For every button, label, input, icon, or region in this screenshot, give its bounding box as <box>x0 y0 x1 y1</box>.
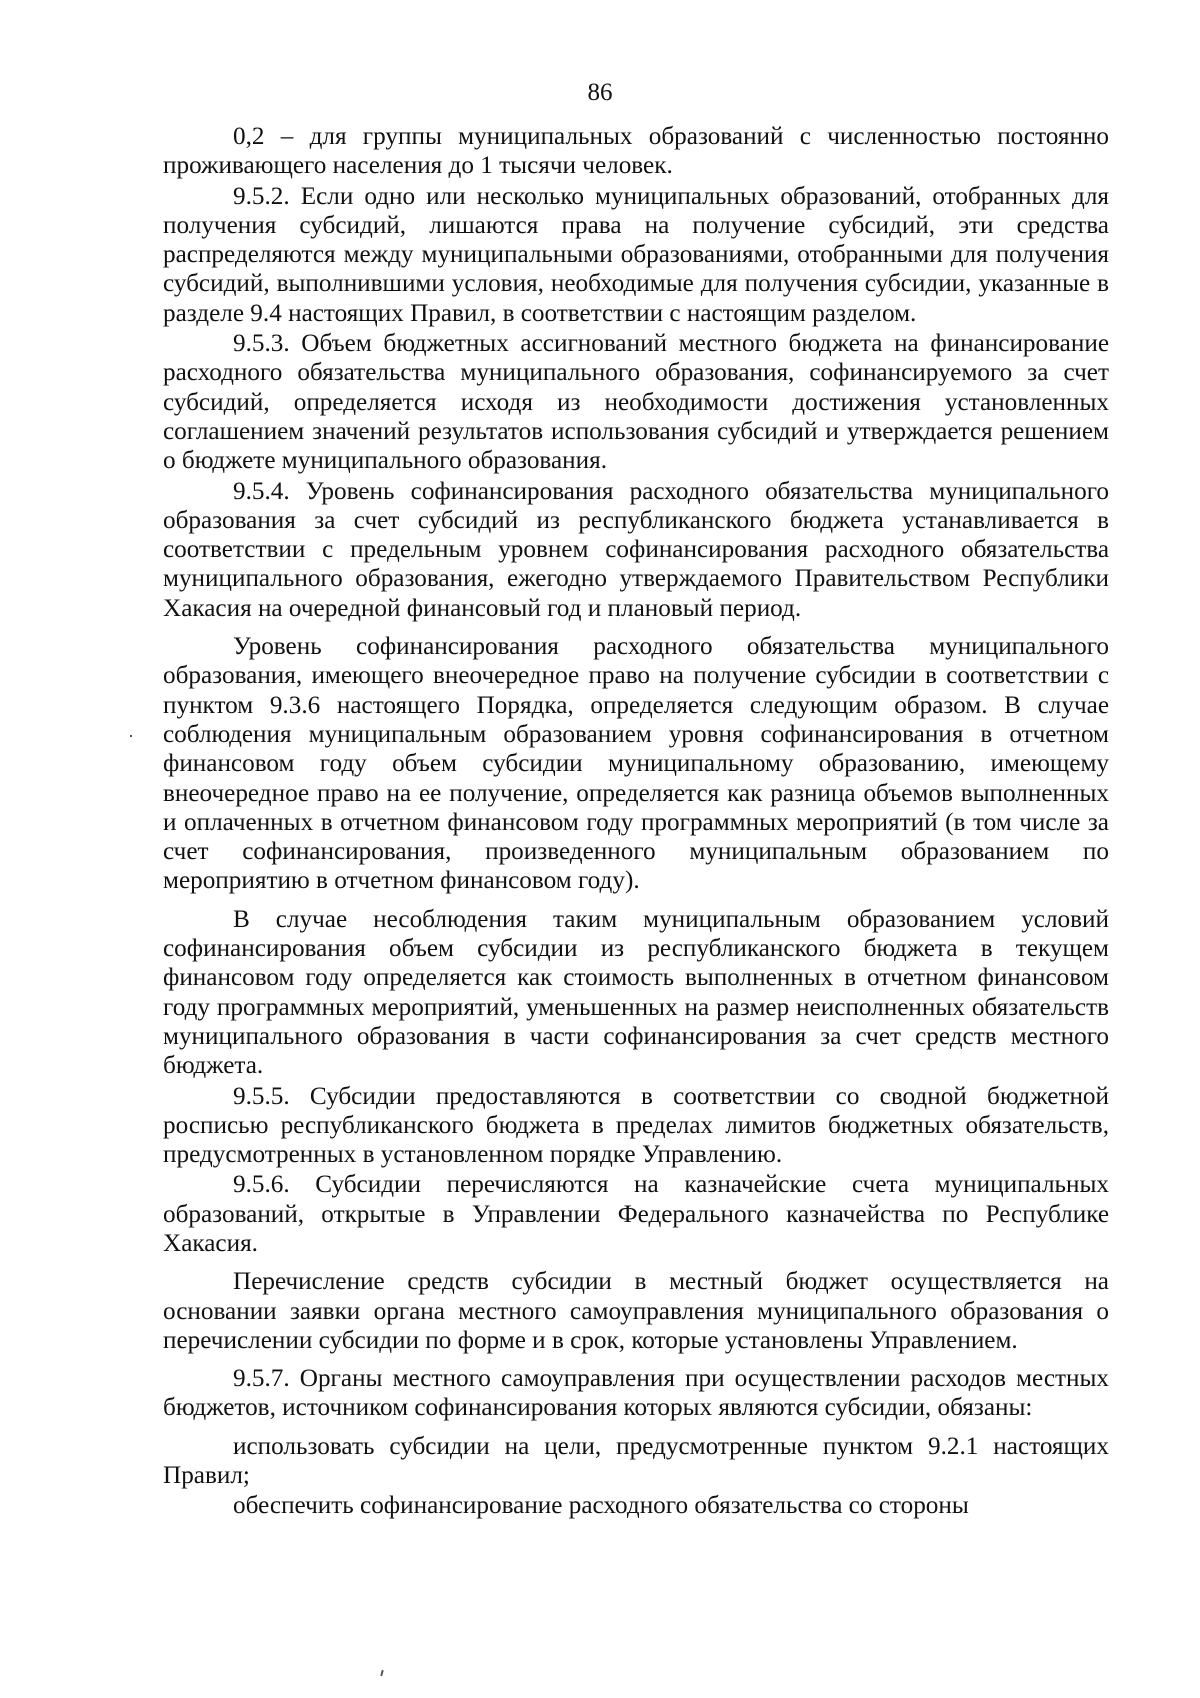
paragraph-9-5-4: 9.5.4. Уровень софинансирования расходного обязательства муниципального образования за счет субсидий из республиканского бюджета устанавливается в соответствии с предельным уровнем софинансирования расходного обязательства муниципального образования, ежегодно утверждаемого Правительством Республики Хакасия на очередной финансовый год и плановый период. <box>163 477 1109 622</box>
paragraph-use-subsidies: использовать субсидии на цели, предусмотренные пунктом 9.2.1 настоящих Правил; <box>163 1432 1109 1490</box>
page-number: 86 <box>587 79 613 106</box>
paragraph-noncompliance: В случае несоблюдения таким муниципальным образованием условий софинансирования объем субсидии из республиканского бюджета в текущем финансовом году определяется как стоимость выполненных в отчетном финансовом году программных мероприятий, уменьшенных на размер неисполненных обязательств муниципального образования в части софинансирования за счет средств местного бюджета. <box>163 905 1109 1080</box>
paragraph-9-5-3: 9.5.3. Объем бюджетных ассигнований местного бюджета на финансирование расходного обязательства муниципального образования, софинансируемого за счет субсидий, определяется исходя из необходимости достижения установленных соглашением значений результатов использования субсидий и утверждается решением о бюджете муниципального образования. <box>163 330 1109 475</box>
paragraph-population-group: 0,2 – для группы муниципальных образований с численностью постоянно проживающего населения до 1 тысячи человек. <box>163 123 1109 180</box>
paragraph-9-5-2: 9.5.2. Если одно или несколько муниципальных образований, отобранных для получения субсидий, лишаются права на получение субсидий, эти средства распределяются между муниципальными образованиями, отобранными для получения субсидий, выполнившими условия, необходимые для получения субсидии, указанные в разделе 9.4 настоящих Правил, в соответствии с настоящим разделом. <box>163 182 1109 327</box>
paragraph-9-5-6: 9.5.6. Субсидии перечисляются на казначейские счета муниципальных образований, открытые в Управлении Федерального казначейства по Республике Хакасия. <box>163 1171 1109 1257</box>
document-body <box>163 122 1109 1521</box>
paragraph-9-5-7: 9.5.7. Органы местного самоуправления при осуществлении расходов местных бюджетов, источником софинансирования которых являются субсидии, обязаны: <box>163 1365 1109 1422</box>
paragraph-transfer: Перечисление средств субсидии в местный бюджет осуществляется на основании заявки органа местного самоуправления муниципального образования о перечислении субсидии по форме и в срок, которые установлены Управлением. <box>163 1268 1109 1354</box>
scan-speck <box>380 1670 383 1676</box>
paragraph-cofinancing-level: Уровень софинансирования расходного обязательства муниципального образования, имеющего внеочередное право на получение субсидии в соответствии с пунктом 9.3.6 настоящего Порядка, определяется следующим образом. В случае соблюдения муниципальным образованием уровня софинансирования в отчетном финансовом году объем субсидии муниципальному образованию, имеющему внеочередное право на ее получение, определяется как разница объемов выполненных и оплаченных в отчетном финансовом году программных мероприятий (в том числе за счет софинансирования, произведенного муниципальным образованием по мероприятию в отчетном финансовом году). <box>163 633 1109 895</box>
scan-speck <box>130 735 132 737</box>
paragraph-9-5-5: 9.5.5. Субсидии предоставляются в соответствии со сводной бюджетной росписью республиканского бюджета в пределах лимитов бюджетных обязательств, предусмотренных в установленном порядке Управлению. <box>163 1082 1109 1169</box>
paragraph-ensure-cofinancing: обеспечить софинансирование расходного обязательства со стороны <box>233 1492 969 1520</box>
